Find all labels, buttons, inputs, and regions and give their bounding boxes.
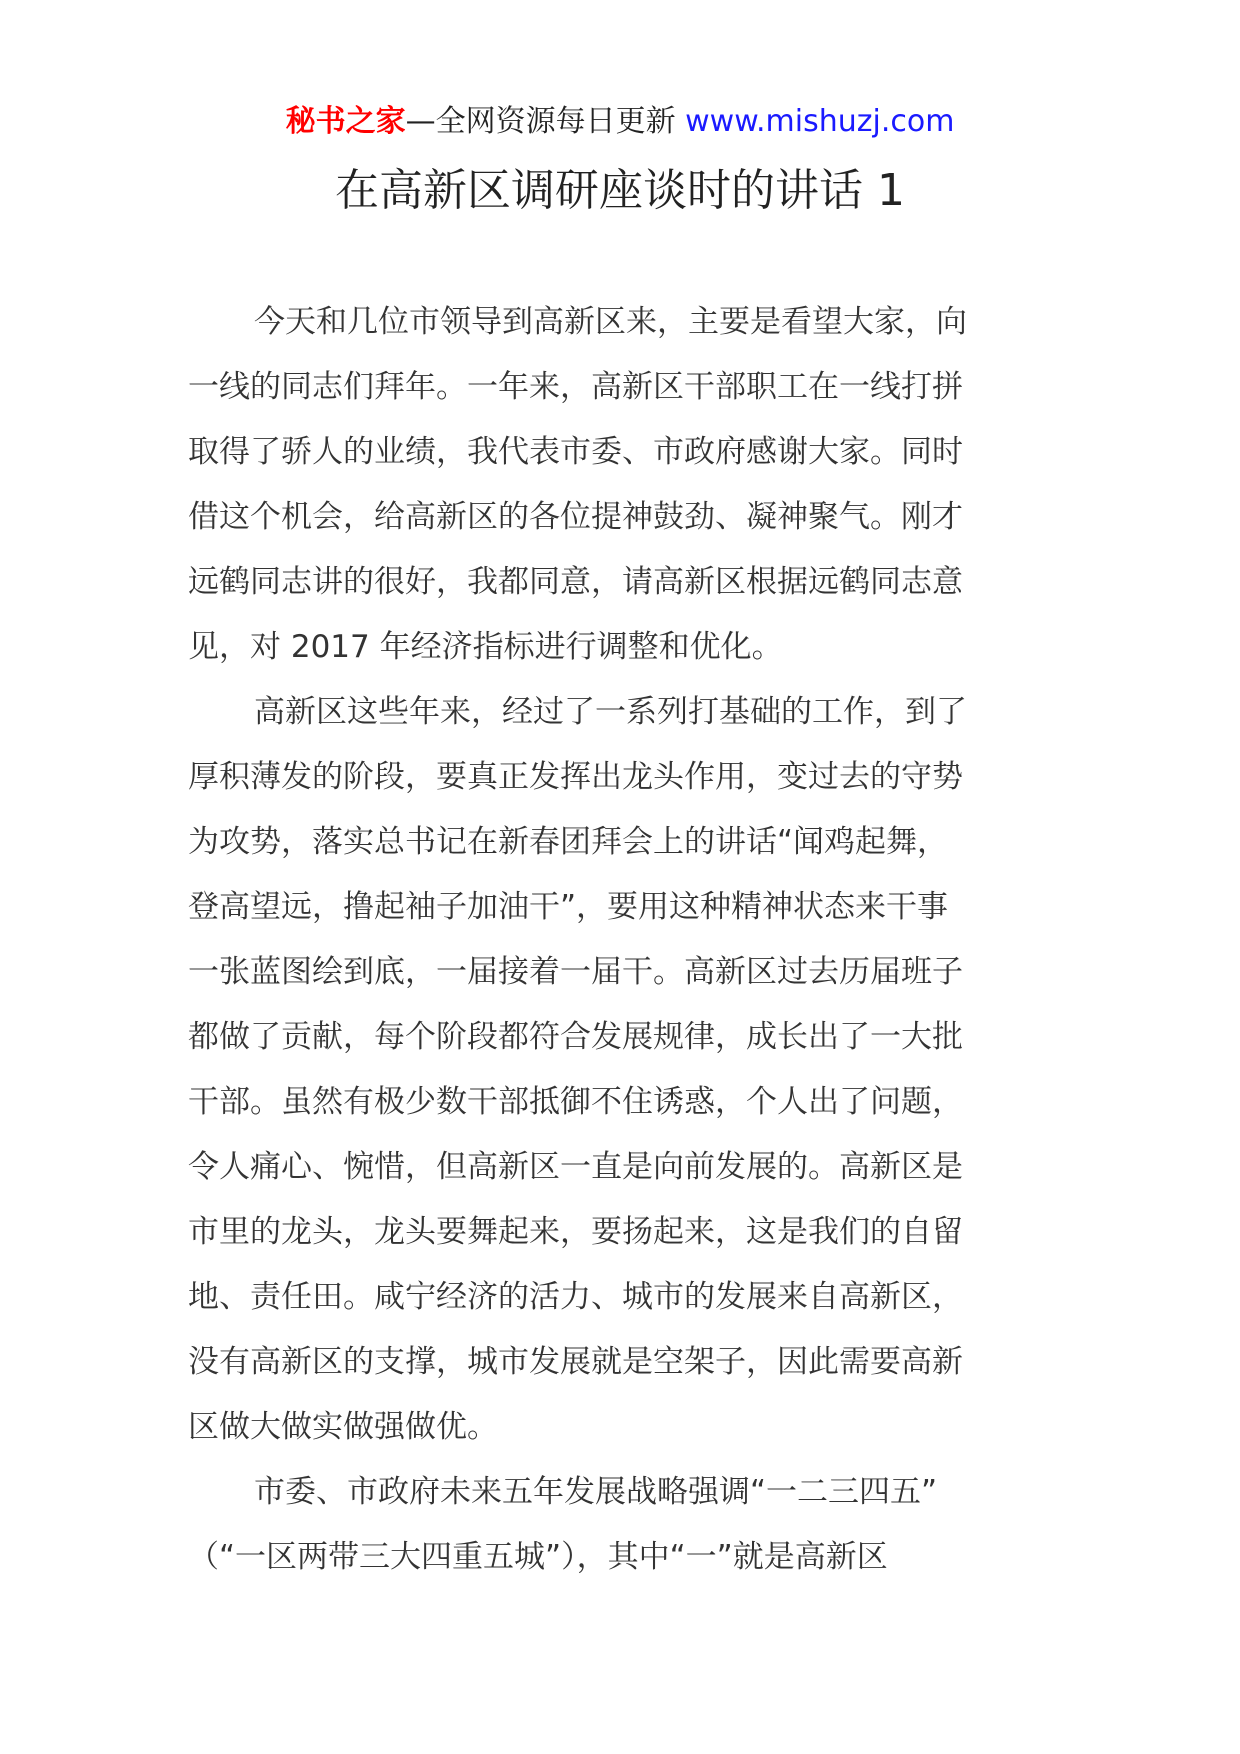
paragraph-2-line-3: 为攻势，落实总书记在新春团拜会上的讲话“闻鸡起舞， <box>188 824 949 860</box>
paragraph-1-line-1: 今天和几位市领导到高新区来，主要是看望大家，向 <box>254 304 967 340</box>
paragraph-2-line-9: 市里的龙头，龙头要舞起来，要扬起来，这是我们的自留 <box>188 1214 963 1250</box>
paragraph-2-line-6: 都做了贡献，每个阶段都符合发展规律，成长出了一大批 <box>188 1019 963 1055</box>
paragraph-1-line-4: 借这个机会，给高新区的各位提神鼓劲、凝神聚气。刚才 <box>188 499 963 535</box>
paragraph-3-line-1: 市委、市政府未来五年发展战略强调“一二三四五” <box>254 1474 938 1510</box>
brand-name: 秘书之家 <box>285 104 406 139</box>
paragraph-1-line-5: 远鹤同志讲的很好，我都同意，请高新区根据远鹤同志意 <box>188 564 963 600</box>
paragraph-2-line-7: 干部。虽然有极少数干部抵御不住诱惑，个人出了问题， <box>188 1084 963 1120</box>
paragraph-2-line-10: 地、责任田。咸宁经济的活力、城市的发展来自高新区， <box>188 1279 963 1315</box>
paragraph-1-line-3: 取得了骄人的业绩，我代表市委、市政府感谢大家。同时 <box>188 434 963 470</box>
site-url-link[interactable]: www.mishuzj.com <box>685 104 955 139</box>
document-body <box>188 290 1056 1590</box>
paragraph-2-line-8: 令人痛心、惋惜，但高新区一直是向前发展的。高新区是 <box>188 1149 963 1185</box>
site-header <box>0 100 1240 144</box>
paragraph-1-line-6: 见，对 2017 年经济指标进行调整和优化。 <box>188 629 783 665</box>
paragraph-2-line-5: 一张蓝图绘到底，一届接着一届干。高新区过去历届班子 <box>188 954 963 990</box>
paragraph-2-line-12: 区做大做实做强做优。 <box>188 1409 498 1445</box>
paragraph-2-line-11: 没有高新区的支撑，城市发展就是空架子，因此需要高新 <box>188 1344 963 1380</box>
document-title: 在高新区调研座谈时的讲话 1 <box>335 165 905 216</box>
paragraph-2-line-2: 厚积薄发的阶段，要真正发挥出龙头作用，变过去的守势 <box>188 759 963 795</box>
paragraph-3-line-2: （“一区两带三大四重五城”），其中“一”就是高新区 <box>188 1539 888 1575</box>
paragraph-2-line-1: 高新区这些年来，经过了一系列打基础的工作，到了 <box>254 694 967 730</box>
paragraph-1-line-2: 一线的同志们拜年。一年来，高新区干部职工在一线打拼 <box>188 369 963 405</box>
paragraph-2-line-4: 登高望远，撸起袖子加油干”，要用这种精神状态来干事 <box>188 889 949 925</box>
header-tagline: —全网资源每日更新 <box>405 104 676 139</box>
